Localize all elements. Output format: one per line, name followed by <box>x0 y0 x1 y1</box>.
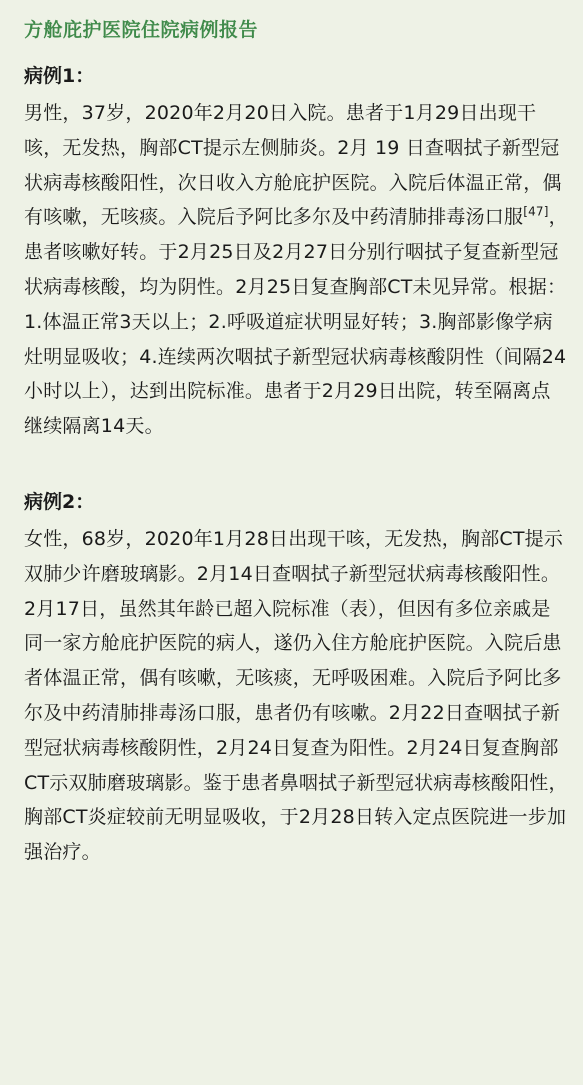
case-1-text-part-1: 男性，37岁，2020年2月20日入院。患者于1月29日出现干咳，无发热，胸部CT提示左侧肺炎。2月 19 日查咽拭子新型冠状病毒核酸阳性，次日收入方舱庇护医院。入院后体温正常，偶有咳嗽，无咳痰。入院后予阿比多尔及中药清肺排毒汤口服 <box>24 102 562 229</box>
report-title: 方舱庇护医院住院病例报告 <box>24 19 259 41</box>
section-gap <box>24 444 569 488</box>
case-1 <box>24 62 569 444</box>
case-1-heading: 病例1： <box>24 65 95 87</box>
case-1-text-part-2: ，患者咳嗽好转。于2月25日及2月27日分别行咽拭子复查新型冠状病毒核酸，均为阴性。2月25日复查胸部CT未见异常。根据：1.体温正常3天以上；2.呼吸道症状明显好转；3.胸部影像学病灶明显吸收；4.连续两次咽拭子新型冠状病毒核酸阴性（间隔24小时以上），达到出院标准。患者于2月29日出院，转至隔离点继续隔离14天。 <box>24 206 568 438</box>
case-1-reference: [47] <box>523 205 549 220</box>
case-2-body: 女性，68岁，2020年1月28日出现干咳，无发热，胸部CT提示双肺少许磨玻璃影。2月14日查咽拭子新型冠状病毒核酸阳性。2月17日，虽然其年龄已超入院标准（表），但因有多位亲戚是同一家方舱庇护医院的病人，遂仍入住方舱庇护医院。入院后患者体温正常，偶有咳嗽，无咳痰，无呼吸困难。入院后予阿比多尔及中药清肺排毒汤口服，患者仍有咳嗽。2月22日查咽拭子新型冠状病毒核酸阴性，2月24日复查为阳性。2月24日复查胸部CT示双肺磨玻璃影。鉴于患者鼻咽拭子新型冠状病毒核酸阳性，胸部CT炎症较前无明显吸收，于2月28日转入定点医院进一步加强治疗。 <box>24 527 568 864</box>
case-2-heading: 病例2： <box>24 490 95 513</box>
case-2 <box>24 488 569 870</box>
case-1-body <box>24 96 569 444</box>
